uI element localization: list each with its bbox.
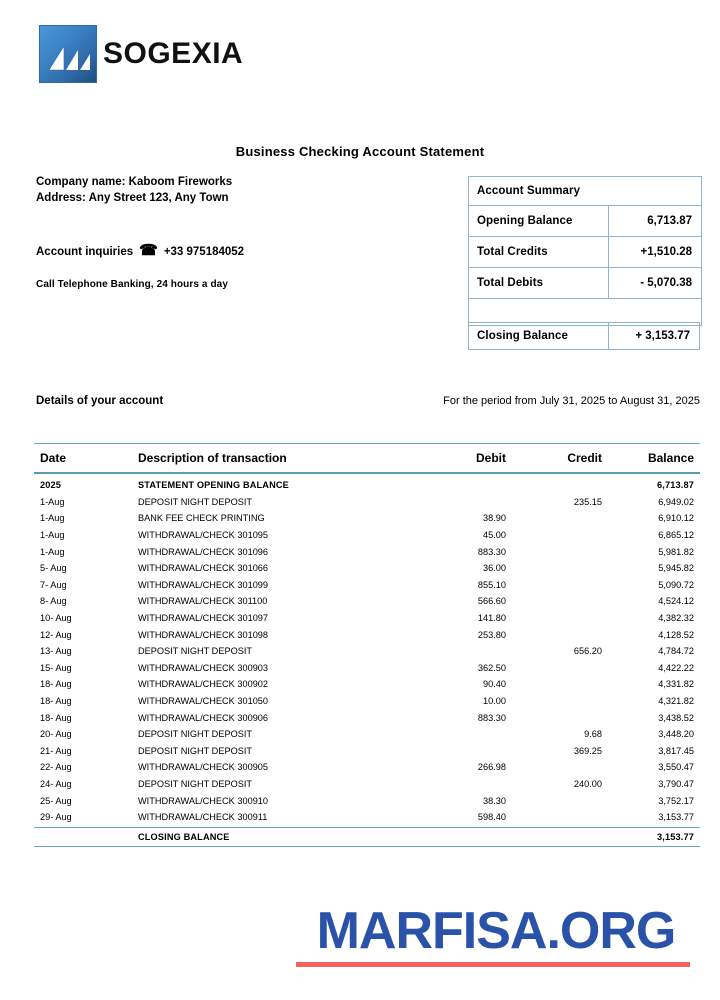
- cell-debit: 855.10: [477, 579, 506, 590]
- cell-description: WITHDRAWAL/CHECK 300911: [138, 812, 268, 823]
- summary-label-opening-balance: Opening Balance: [469, 206, 609, 236]
- summary-value-closing-balance: + 3,153.77: [635, 330, 690, 342]
- details-label: Details of your account: [36, 395, 164, 407]
- cell-balance: 3,153.77: [658, 812, 694, 823]
- cell-date: 1-Aug: [40, 530, 65, 541]
- table-row: [34, 543, 700, 560]
- cell-balance: 3,790.47: [658, 778, 694, 789]
- cell-balance: 4,524.12: [658, 596, 694, 607]
- cell-description: DEPOSIT NIGHT DEPOSIT: [138, 745, 253, 756]
- table-row: [34, 610, 700, 627]
- closing-row-balance: 3,153.77: [657, 832, 694, 843]
- cell-debit: 883.30: [477, 712, 506, 723]
- cell-balance: 6,865.12: [658, 530, 694, 541]
- summary-value-total-credits: +1,510.28: [640, 246, 692, 258]
- cell-description: WITHDRAWAL/CHECK 301097: [138, 613, 269, 624]
- cell-debit: 45.00: [483, 530, 506, 541]
- table-row: [34, 626, 700, 643]
- cell-date: 22- Aug: [40, 762, 72, 773]
- watermark-text: MARFISA.ORG: [316, 902, 676, 960]
- watermark-underline: [296, 962, 690, 967]
- statement-period: For the period from July 31, 2025 to August 31, 2025: [443, 395, 700, 407]
- cell-date: 18- Aug: [40, 679, 72, 690]
- cell-balance: 5,981.82: [658, 546, 694, 557]
- watermark: [296, 902, 696, 967]
- summary-value-opening-balance: 6,713.87: [647, 215, 692, 227]
- cell-balance: 4,784.72: [658, 646, 694, 657]
- page-title: Business Checking Account Statement: [235, 144, 485, 159]
- cell-date: 8- Aug: [40, 596, 67, 607]
- cell-date: 18- Aug: [40, 696, 72, 707]
- table-row: [34, 593, 700, 610]
- table-row: [34, 477, 700, 494]
- table-row: [34, 643, 700, 660]
- summary-row-closing-balance: [468, 322, 700, 350]
- cell-date: 5- Aug: [40, 563, 67, 574]
- cell-date: 13- Aug: [40, 646, 72, 657]
- table-row: [34, 494, 700, 511]
- cell-description: DEPOSIT NIGHT DEPOSIT: [138, 729, 253, 740]
- transactions-table: [34, 443, 700, 847]
- company-info: [36, 175, 232, 206]
- cell-description: WITHDRAWAL/CHECK 301100: [138, 596, 268, 607]
- cell-balance: 3,438.52: [658, 712, 694, 723]
- cell-debit: 90.40: [483, 679, 506, 690]
- cell-balance: 3,550.47: [658, 762, 694, 773]
- cell-description: WITHDRAWAL/CHECK 300905: [138, 762, 269, 773]
- cell-date: 25- Aug: [40, 795, 72, 806]
- column-header-balance: Balance: [647, 451, 694, 465]
- summary-value-total-debits: - 5,070.38: [640, 277, 692, 289]
- brand-logo: [40, 26, 243, 82]
- cell-debit: 598.40: [477, 812, 506, 823]
- transactions-body: [34, 474, 700, 827]
- cell-balance: 6,910.12: [658, 513, 694, 524]
- cell-date: 21- Aug: [40, 745, 72, 756]
- cell-debit: 10.00: [483, 696, 506, 707]
- cell-date: 20- Aug: [40, 729, 72, 740]
- account-inquiries-phone: +33 975184052: [163, 245, 245, 258]
- cell-balance: 5,945.82: [658, 563, 694, 574]
- cell-credit: 369.25: [573, 745, 602, 756]
- cell-balance: 5,090.72: [658, 579, 694, 590]
- cell-debit: 266.98: [477, 762, 506, 773]
- closing-row-description: CLOSING BALANCE: [138, 832, 230, 843]
- cell-balance: 6,949.02: [658, 496, 694, 507]
- table-row: [34, 743, 700, 760]
- cell-debit: 362.50: [477, 662, 506, 673]
- details-header: [36, 395, 700, 407]
- summary-row-opening-balance: [469, 206, 701, 237]
- cell-description: DEPOSIT NIGHT DEPOSIT: [138, 778, 253, 789]
- cell-credit: 240.00: [573, 778, 602, 789]
- cell-description: WITHDRAWAL/CHECK 301066: [138, 563, 269, 574]
- table-row: [34, 776, 700, 793]
- cell-description: WITHDRAWAL/CHECK 301095: [138, 530, 269, 541]
- column-header-debit: Debit: [476, 451, 506, 465]
- transactions-header-row: [34, 444, 700, 474]
- cell-balance: 4,331.82: [658, 679, 694, 690]
- cell-date: 7- Aug: [40, 579, 67, 590]
- table-row: [34, 660, 700, 677]
- summary-label-closing-balance: Closing Balance: [469, 323, 609, 349]
- cell-credit: 656.20: [573, 646, 602, 657]
- telephone-icon: ☎: [139, 242, 158, 259]
- column-header-description: Description of transaction: [138, 451, 287, 465]
- cell-date: 24- Aug: [40, 778, 72, 789]
- account-summary-heading-row: [469, 177, 701, 206]
- cell-balance: 3,817.45: [658, 745, 694, 756]
- account-inquiries-label: Account inquiries: [36, 245, 134, 258]
- account-inquiries: [36, 244, 244, 259]
- summary-row-total-credits: [469, 237, 701, 268]
- cell-debit: 36.00: [483, 563, 506, 574]
- company-name-line: Company name: Kaboom Fireworks: [36, 176, 233, 188]
- table-row: [34, 792, 700, 809]
- table-row: [34, 560, 700, 577]
- company-address-line: Address: Any Street 123, Any Town: [36, 191, 229, 204]
- table-row: [34, 709, 700, 726]
- cell-balance: 6,713.87: [657, 480, 694, 491]
- cell-debit: 253.80: [477, 629, 506, 640]
- table-row: [34, 759, 700, 776]
- cell-description: WITHDRAWAL/CHECK 301098: [138, 629, 269, 640]
- cell-balance: 3,752.17: [658, 795, 694, 806]
- table-row: [34, 726, 700, 743]
- summary-row-total-debits: [469, 268, 701, 299]
- cell-debit: 141.80: [477, 613, 506, 624]
- cell-description: WITHDRAWAL/CHECK 301050: [138, 696, 269, 707]
- table-row: [34, 693, 700, 710]
- brand-name: SOGEXIA: [103, 37, 244, 70]
- cell-balance: 4,128.52: [658, 629, 694, 640]
- cell-balance: 4,382.32: [658, 613, 694, 624]
- account-summary-table: [468, 176, 702, 326]
- cell-date: 10- Aug: [40, 613, 72, 624]
- cell-date: 29- Aug: [40, 812, 72, 823]
- cell-debit: 38.90: [483, 513, 506, 524]
- table-row: [34, 527, 700, 544]
- table-row: [34, 510, 700, 527]
- cell-description: STATEMENT OPENING BALANCE: [138, 480, 289, 491]
- cell-balance: 3,448.20: [658, 729, 694, 740]
- cell-description: DEPOSIT NIGHT DEPOSIT: [138, 496, 253, 507]
- transactions-closing-row: [34, 827, 700, 846]
- cell-date: 1-Aug: [40, 496, 65, 507]
- cell-balance: 4,422.22: [658, 662, 694, 673]
- telephone-banking-note: Call Telephone Banking, 24 hours a day: [36, 279, 228, 290]
- cell-credit: 235.15: [573, 496, 602, 507]
- cell-date: 18- Aug: [40, 712, 72, 723]
- cell-date: 2025: [40, 480, 62, 491]
- cell-description: WITHDRAWAL/CHECK 301096: [138, 546, 269, 557]
- cell-description: WITHDRAWAL/CHECK 300902: [138, 679, 269, 690]
- summary-label-total-credits: Total Credits: [469, 237, 609, 267]
- summary-label-total-debits: Total Debits: [469, 268, 609, 298]
- cell-date: 1-Aug: [40, 546, 65, 557]
- cell-description: WITHDRAWAL/CHECK 301099: [138, 579, 269, 590]
- column-header-credit: Credit: [567, 451, 602, 465]
- cell-credit: 9.68: [584, 729, 602, 740]
- sogexia-chevrons-logo-icon: [40, 26, 96, 82]
- column-header-date: Date: [40, 451, 67, 465]
- cell-balance: 4,321.82: [658, 696, 694, 707]
- table-row: [34, 577, 700, 594]
- cell-description: WITHDRAWAL/CHECK 300903: [138, 662, 269, 673]
- table-row: [34, 676, 700, 693]
- cell-debit: 38.30: [483, 795, 506, 806]
- cell-description: DEPOSIT NIGHT DEPOSIT: [138, 646, 253, 657]
- table-row: [34, 809, 700, 826]
- account-summary-heading: Account Summary: [477, 185, 581, 197]
- cell-description: WITHDRAWAL/CHECK 300906: [138, 712, 269, 723]
- cell-debit: 883.30: [477, 546, 506, 557]
- cell-description: BANK FEE CHECK PRINTING: [138, 513, 265, 524]
- cell-date: 1-Aug: [40, 513, 65, 524]
- cell-debit: 566.60: [477, 596, 506, 607]
- cell-date: 12- Aug: [40, 629, 72, 640]
- cell-date: 15- Aug: [40, 662, 72, 673]
- cell-description: WITHDRAWAL/CHECK 300910: [138, 795, 269, 806]
